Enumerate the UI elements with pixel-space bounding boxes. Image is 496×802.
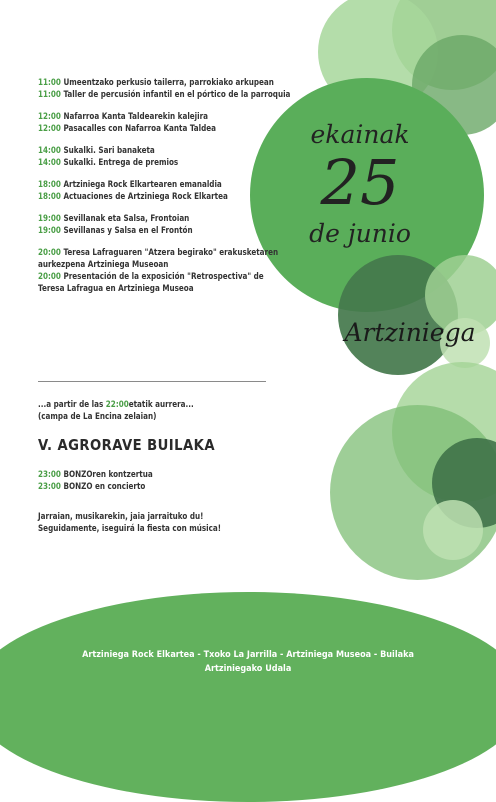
schedule-line (38, 88, 291, 100)
event-time: 14:00 (38, 145, 61, 155)
closing-text-spanish: Seguidamente, iseguirá la fiesta con música! (38, 523, 222, 533)
schedule-group (38, 110, 278, 134)
event-text: BONZO en concierto (63, 481, 146, 491)
event-text: Sevillanak eta Salsa, Frontoian (63, 213, 190, 223)
event-text: Nafarroa Kanta Taldearekin kalejira (63, 111, 209, 121)
schedule-line (38, 468, 244, 480)
event-time: 18:00 (38, 191, 61, 201)
event-text: Taller de percusión infantil en el pórtico de la parroquia (63, 89, 291, 99)
month-spanish: de junio (309, 219, 411, 248)
event-time: 19:00 (38, 225, 61, 235)
schedule-line (38, 110, 244, 122)
schedule-line (38, 122, 244, 134)
deco-circle-footer (0, 592, 496, 802)
schedule-group (38, 246, 278, 294)
event-title: V. AGRORAVE BUILAKA (38, 436, 216, 454)
schedule-line (38, 144, 244, 156)
event-text: Actuaciones de Artziniega Rock Elkartea (63, 191, 228, 201)
place-name: Artziniega (344, 318, 476, 347)
schedule-line (38, 282, 244, 294)
closing-text-basque: Jarraian, musikarekin, jaia jarraituko du! (38, 511, 204, 521)
schedule-line (38, 190, 244, 202)
divider-line (38, 381, 266, 382)
event-time: 19:00 (38, 213, 61, 223)
event-time: 11:00 (38, 77, 61, 87)
event-time: 12:00 (38, 123, 61, 133)
event-text: Artziniega Rock Elkartearen emanaldia (63, 179, 222, 189)
footer-line-2: Artziniegako Udala (204, 664, 292, 674)
schedule-group (38, 178, 278, 202)
schedule-line (38, 212, 244, 224)
date-block (270, 120, 450, 248)
schedule-list (38, 76, 291, 304)
event-text: Presentación de la exposición "Retrospectiva" de (63, 271, 264, 281)
schedule-line (38, 258, 244, 270)
month-basque: ekainak (310, 120, 410, 149)
deco-circle-lower-small (423, 500, 483, 560)
event-time: 23:00 (38, 481, 61, 491)
event-text: Sevillanas y Salsa en el Frontón (63, 225, 193, 235)
event-time: 20:00 (38, 271, 61, 281)
event-text: Sukalki. Sari banaketa (63, 145, 155, 155)
day-number: 25 (320, 146, 400, 219)
schedule-group (38, 76, 291, 100)
event-text: Umeentzako perkusio tailerra, parrokiako arkupean (63, 77, 274, 87)
schedule-line (38, 178, 244, 190)
event-text: Sukalki. Entrega de premios (63, 157, 179, 167)
event-time: 12:00 (38, 111, 61, 121)
schedule-line (38, 156, 244, 168)
night-intro-time: 22:00 (105, 399, 129, 409)
night-section (38, 398, 278, 534)
event-time: 14:00 (38, 157, 61, 167)
schedule-line (38, 76, 274, 88)
event-text: Teresa Lafragua en Artziniega Museoa (38, 283, 194, 293)
night-venue: (campa de La Encina zelaian) (38, 411, 157, 421)
night-events (38, 468, 278, 492)
schedule-line (38, 246, 279, 258)
event-time: 11:00 (38, 89, 61, 99)
footer-sponsors (0, 648, 496, 676)
event-text: Pasacalles con Nafarroa Kanta Taldea (63, 123, 217, 133)
schedule-line (38, 270, 264, 282)
footer-line-1: Artziniega Rock Elkartea - Txoko La Jarrilla - Artziniega Museoa - Builaka (82, 650, 414, 660)
event-time: 23:00 (38, 469, 61, 479)
event-time: 18:00 (38, 179, 61, 189)
schedule-line (38, 480, 244, 492)
event-time: 20:00 (38, 247, 61, 257)
event-text: aurkezpena Artziniega Museoan (38, 259, 169, 269)
schedule-group (38, 144, 278, 168)
schedule-line (38, 224, 244, 236)
night-intro: ...a partir de las 22:00etatik aurrera... (38, 399, 194, 409)
schedule-group (38, 212, 278, 236)
event-text: Teresa Lafraguaren "Atzera begirako" erakusketaren (63, 247, 279, 257)
event-text: BONZOren kontzertua (63, 469, 153, 479)
